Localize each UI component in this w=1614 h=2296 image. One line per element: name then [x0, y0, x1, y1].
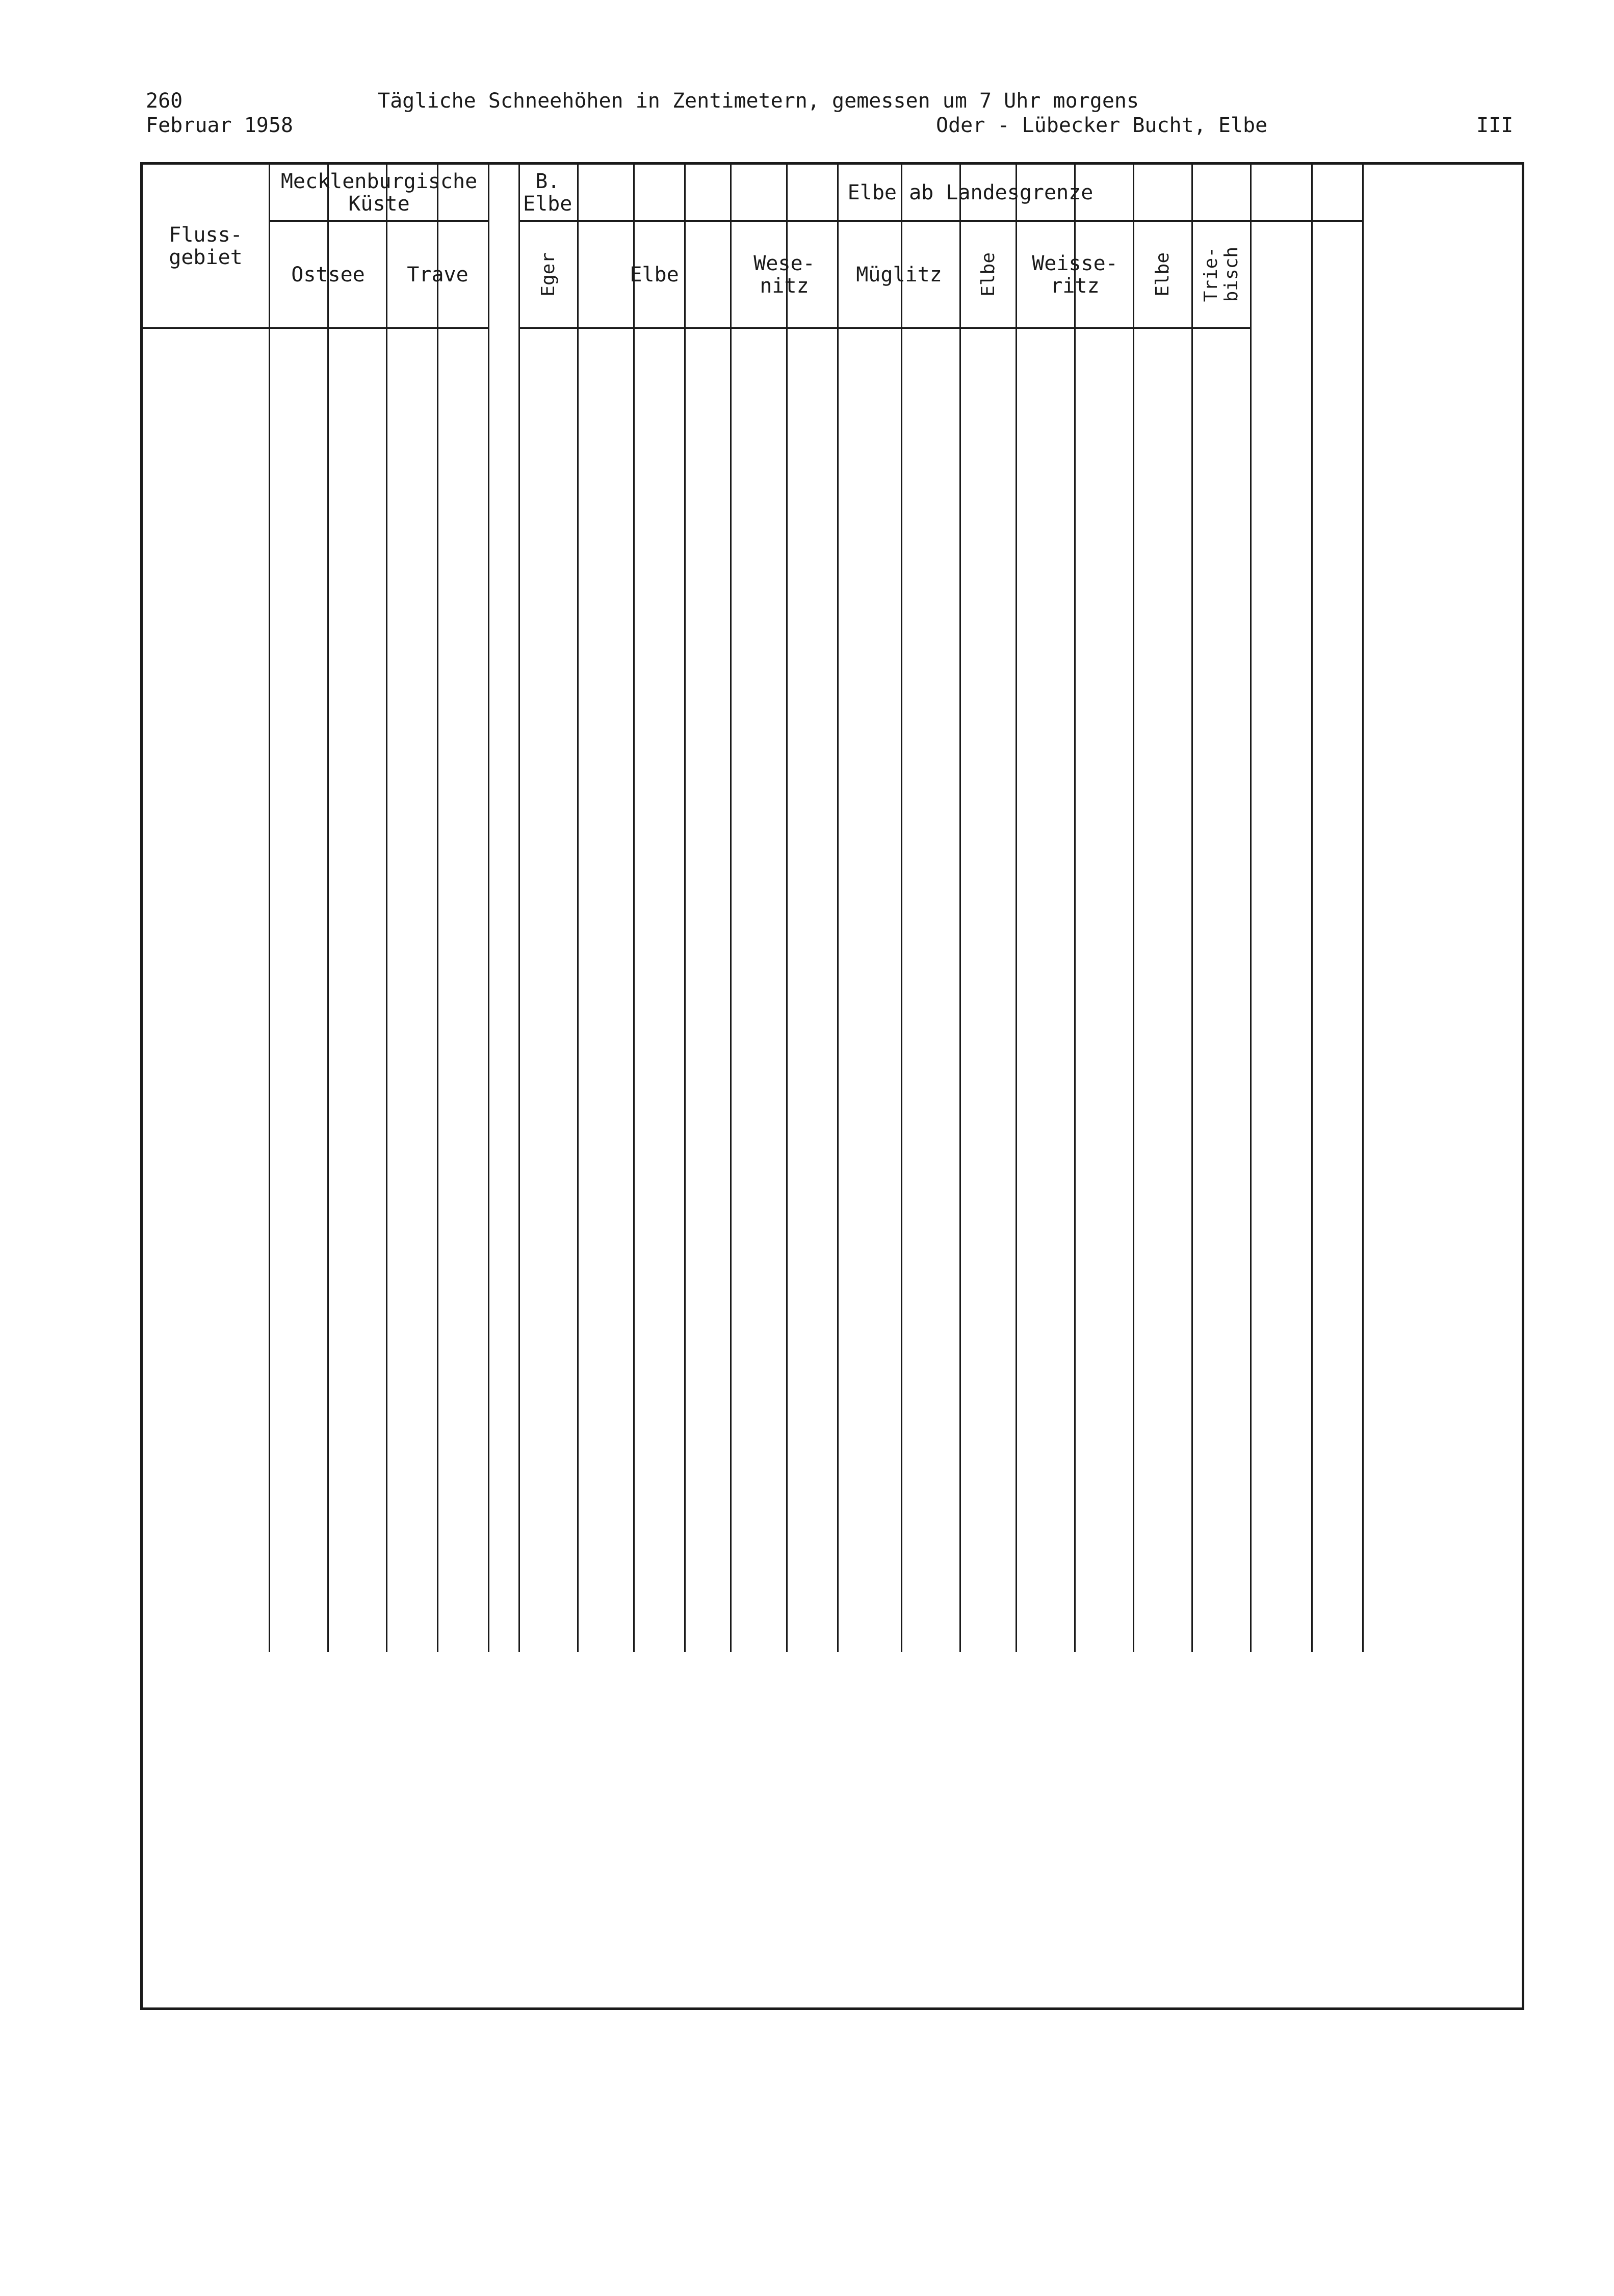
column-divider: [684, 165, 686, 1652]
column-divider: [901, 165, 902, 1652]
river-header: [839, 222, 961, 329]
column-divider: [1074, 165, 1076, 1652]
column-divider: [327, 165, 329, 1652]
river-label: Trave: [407, 263, 468, 286]
river-header: [732, 222, 839, 329]
river-header: [270, 222, 387, 329]
group-b-elbe: B. Elbe: [520, 165, 579, 222]
river-label: Ostsee: [291, 263, 365, 286]
column-divider: [1133, 165, 1134, 1652]
column-divider: [959, 165, 961, 1652]
snow-depth-table: [140, 162, 1524, 2010]
region-label: Oder - Lübecker Bucht, Elbe: [936, 114, 1268, 137]
river-header: [1193, 222, 1252, 329]
column-divider: [1191, 165, 1193, 1652]
column-divider: [837, 165, 839, 1652]
river-label: Elbe: [977, 252, 999, 297]
page-title: Tägliche Schneehöhen in Zentimetern, gemessen um 7 Uhr morgens: [378, 89, 1139, 113]
column-divider: [1311, 165, 1313, 1652]
river-label: Eger: [538, 252, 559, 297]
column-divider: [386, 165, 387, 1652]
river-header: [579, 222, 732, 329]
section-number: III: [1476, 114, 1514, 137]
flussgebiet-label: Fluss- gebiet: [143, 165, 270, 329]
group-elbe-ab-landesgrenze: Elbe ab Landesgrenze: [579, 165, 1364, 222]
column-divider: [1362, 165, 1364, 1652]
river-header: [1017, 222, 1134, 329]
column-divider: [1250, 165, 1252, 1652]
river-label: Müglitz: [856, 263, 942, 286]
column-divider: [786, 165, 788, 1652]
column-divider: [488, 165, 489, 1652]
column-divider: [518, 165, 520, 1652]
month-label: Februar 1958: [146, 114, 293, 137]
river-label: Trie- bisch: [1201, 247, 1242, 302]
column-divider: [437, 165, 438, 1652]
river-label: Elbe: [1152, 252, 1173, 297]
river-header: [961, 222, 1017, 329]
column-divider: [269, 165, 270, 1652]
river-header: [387, 222, 489, 329]
river-label: Wese- nitz: [753, 251, 815, 298]
column-divider: [633, 165, 635, 1652]
column-divider: [730, 165, 732, 1652]
page-header: [146, 89, 1527, 140]
river-label: Elbe: [630, 263, 679, 286]
page-number: 260: [146, 89, 183, 113]
river-label: Weisse- ritz: [1032, 251, 1118, 298]
column-divider: [577, 165, 579, 1652]
river-header: [1134, 222, 1193, 329]
river-header: [520, 222, 579, 329]
group-mecklenburg: Mecklenburgische Küste: [270, 165, 489, 222]
column-divider: [1016, 165, 1017, 1652]
